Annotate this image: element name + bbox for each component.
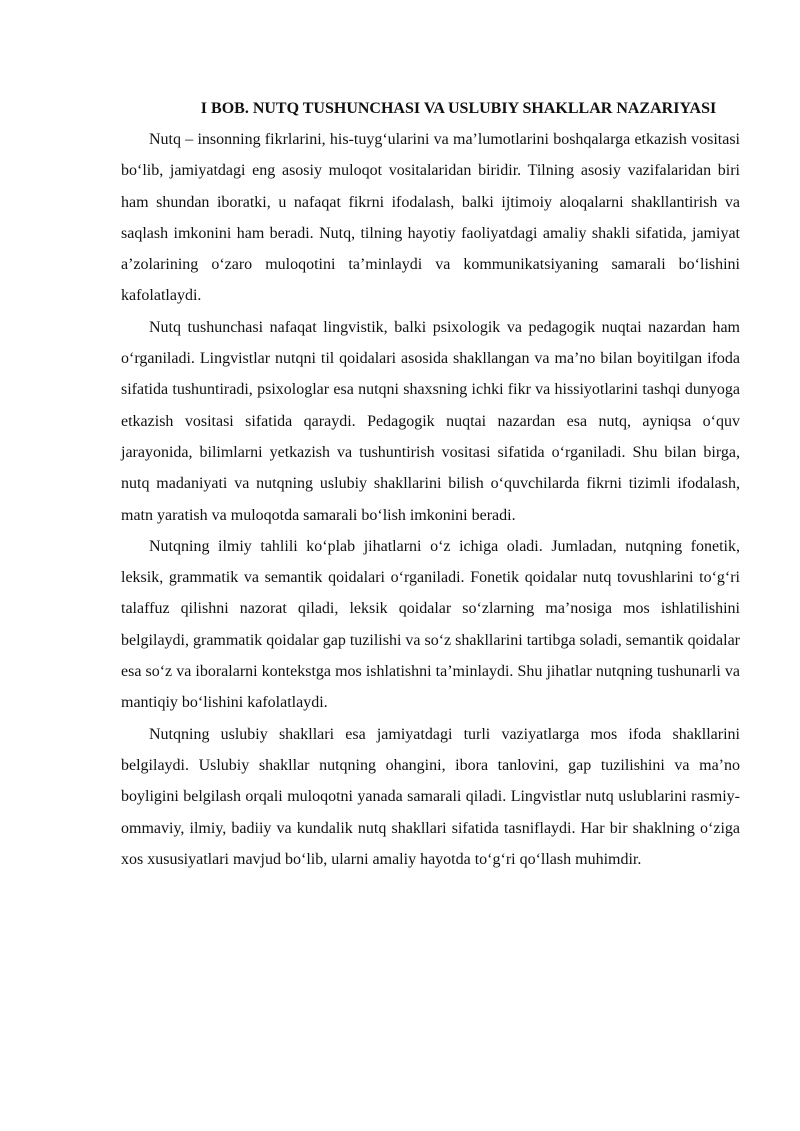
paragraph: Nutq – insonning fikrlarini, his-tuyg‘ularini va ma’lumotlarini boshqalarga etkazish vositasi bo‘lib, jamiyatdagi eng asosiy muloqot vositalaridan biridir. Tilning asosiy vazifalaridan biri ham shundan iboratki, u nafaqat fikrni ifodalash, balki ijtimoiy aloqalarni shakllantirish va saqlash imkonini ham beradi. Nutq, tilning hayotiy faoliyatdagi amaliy shakli sifatida, jamiyat a’zolarining o‘zaro muloqotini ta’minlaydi va kommunikatsiyaning samarali bo‘lishini kafolatlaydi. (121, 131, 740, 305)
document-body (121, 93, 740, 875)
chapter-title: I BOB. NUTQ TUSHUNCHASI VA USLUBIY SHAKLLAR NAZARIYASI (200, 100, 717, 117)
paragraph: Nutqning ilmiy tahlili ko‘plab jihatlarni o‘z ichiga oladi. Jumladan, nutqning fonetik, leksik, grammatik va semantik qoidalari o‘rganiladi. Fonetik qoidalar nutq tovushlarini to‘g‘ri talaffuz qilishni nazorat qiladi, leksik qoidalar so‘zlarning ma’nosiga mos ishlatilishini belgilaydi, grammatik qoidalar gap tuzilishi va so‘z shakllarini tartibga soladi, semantik qoidalar esa so‘z va iboralarni kontekstga mos ishlatishni ta’minlaydi. Shu jihatlar nutqning tushunarli va mantiqiy bo‘lishini kafolatlaydi. (121, 537, 740, 712)
paragraph: Nutqning uslubiy shakllari esa jamiyatdagi turli vaziyatlarga mos ifoda shakllarini belgilaydi. Uslubiy shakllar nutqning ohangini, ibora tanlovini, gap tuzilishini va ma’no boyligini belgilash orqali muloqotni yanada samarali qiladi. Lingvistlar nutq uslublarini rasmiy-ommaviy, ilmiy, badiiy va kundalik nutq shakllari sifatida tasniflaydi. Har bir shaklning o‘ziga xos xususiyatlari mavjud bo‘lib, ularni amaliy hayotda to‘g‘ri qo‘llash muhimdir. (121, 725, 740, 868)
paragraph: Nutq tushunchasi nafaqat lingvistik, balki psixologik va pedagogik nuqtai nazardan ham o‘rganiladi. Lingvistlar nutqni til qoidalari asosida shakllangan va ma’no bilan boyitilgan ifoda sifatida tushuntiradi, psixologlar esa nutqni shaxsning ichki fikr va hissiyotlarini tashqi dunyoga etkazish vositasi sifatida qaraydi. Pedagogik nuqtai nazardan esa nutq, ayniqsa o‘quv jarayonida, bilimlarni yetkazish va tushuntirish vositasi sifatida o‘rganiladi. Shu bilan birga, nutq madaniyati va nutqning uslubiy shakllarini bilish o‘quvchilarda fikrni tizimli ifodalash, matn yaratish va muloqotda samarali bo‘lish imkonini beradi. (121, 318, 740, 524)
